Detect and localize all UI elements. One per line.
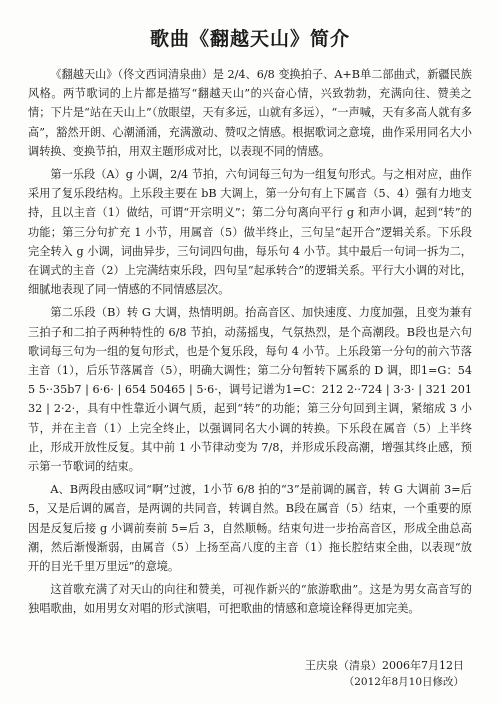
signature-revision-date: （2012年8月10日修改）	[343, 676, 464, 688]
signature-author-date: 王庆泉（清泉）2006年7月12日	[305, 659, 464, 672]
paragraph-intro: 《翻越天山》（佟文西词清泉曲）是 2/4、6/8 变换拍子、A+B单二部曲式，新疆民族风格。两节歌词的上片都是描写“翻越天山”的兴奋心情，兴致勃勃，充满向往、赞美之情；下片是“站在天山上”（放眼望，天有多远，山就有多远），“一声喊，天有多高人就有多高”，豁然开朗、心潮涌涌，充满激动、赞叹之情感。根据歌词之意境，曲作采用同名大小调转换、变换节拍，用双主题形成对比，以表现不同的情感。	[28, 68, 472, 158]
paragraph-section-a: 第一乐段（A）g 小调，2/4 节拍，六句词每三句为一组复句形式。与之相对应，曲作采用了复乐段结构。上乐段主要在 bB 大调上，第一分句有上下属音（5、4）强有力地支持，且以主音（1）做结，可谓“开宗明义”；第二分句离向平行 g 和声小调，起到“转”的功能；第三分句扩充 1 小节，用属音（5）做半终止，三句呈“起开合”逻辑关系。下乐段完全转入 g 小调，词曲异步，三句词四句曲，每乐句 4 小节。其中最后一句词一拆为二，在调式的主音（2）上完满结束乐段，四句呈“起承转合”的逻辑关系。平行大小调的对比，细腻地表现了同一情感的不同情感层次。	[28, 168, 472, 297]
page-title: 歌曲《翻越天山》简介	[149, 28, 350, 50]
signature-block	[305, 658, 464, 690]
paragraph-conclusion: 这首歌充满了对天山的向往和赞美，可视作新兴的“旅游歌曲”。这是为男女高音写的独唱歌曲，如用男女对唱的形式演唱，可把歌曲的情感和意境诠释得更加完美。	[28, 583, 472, 616]
paragraph-transition: A、B两段由感叹词“啊”过渡，1小节 6/8 拍的“3”是前调的属音，转 G 大调前 3=后 5，又是后调的属音，是两调的共同音，转调自然。B段在属音（5）结束，一个重要的原因是反复后接 g 小调前奏前 5=后 3，自然顺畅。结束句进一步抬高音区，形成全曲总高潮，然后渐慢渐弱，由属音（5）上扬至高八度的主音（1）拖长腔结束全曲，以表现“放开的目光千里万里远”的意境。	[28, 483, 472, 574]
paragraph-section-b: 第二乐段（B）转 G 大调，热情明朗。抬高音区、加快速度、力度加强，且变为兼有三拍子和二拍子两种特性的 6/8 节拍，动荡摇曳，气氛热烈，是个高潮段。B段也是六句歌词每三句为一组的复句形式，也是个复乐段，每句 4 小节。上乐段第一分句的前六节落主音（1），后乐节落属音（5），明确大调性；第二分句暂转下属系的 D 调，即1=G：545 5··35b7 | 6·6· | 654 50465 | 5·6·，调号记谱为1=C：212 2··724 | 3·3· | 321 20132 | 2·2·，具有中性靠近小调气质，起到“转”的功能；第三分句回到主调，紧缩成 3 小节，并在主音（1）上完全终止，以强调同名大小调的转换。下乐段在属音（5）上半终止，形成开放性反复。其中前 1 小节律动变为 7/8，并形成乐段高潮，增强其终止感，预示第一节歌词的结束。	[28, 306, 472, 474]
